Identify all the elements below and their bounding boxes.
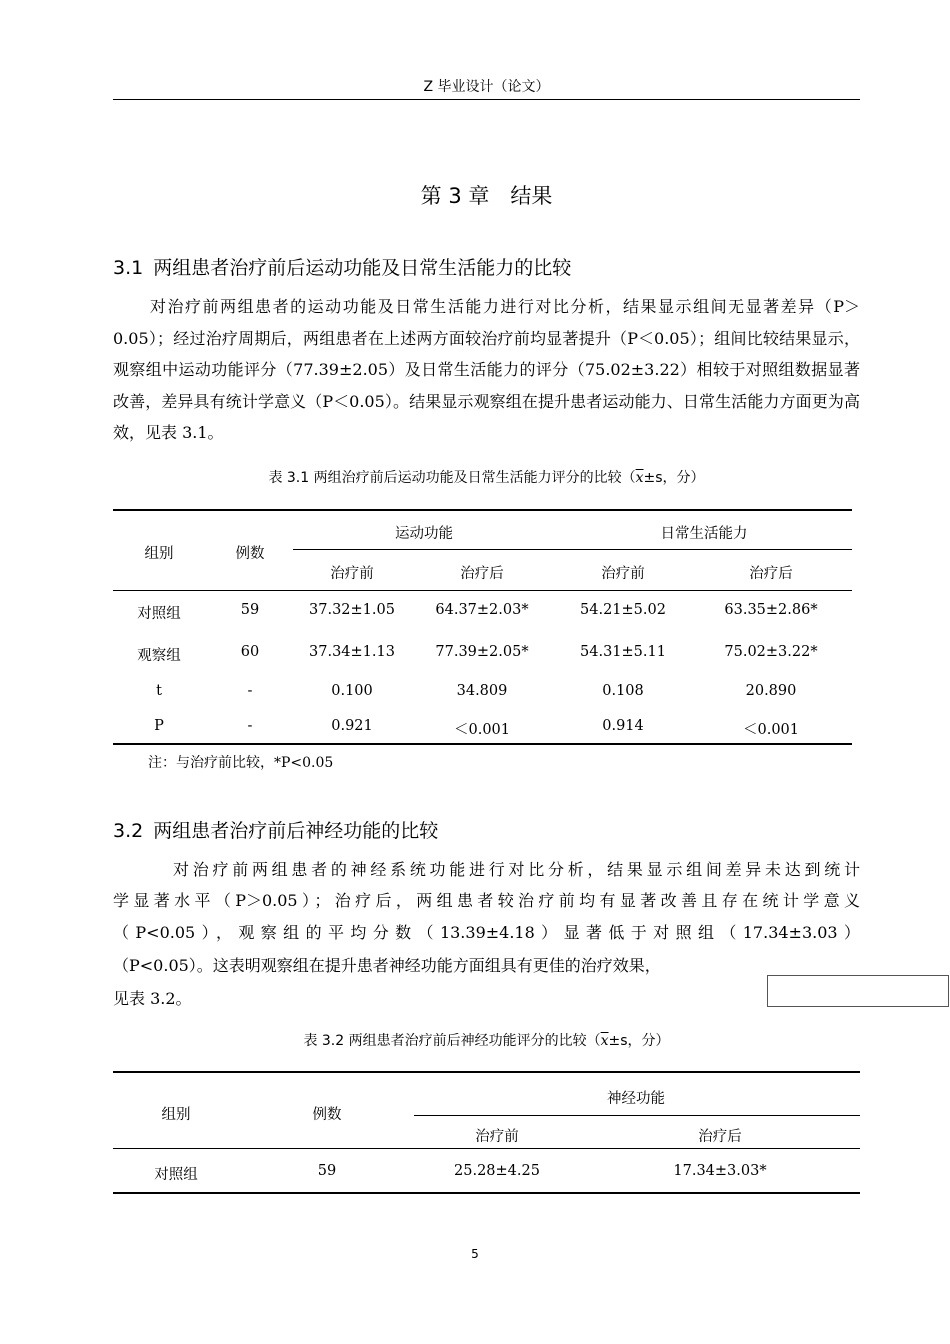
section-2-line-1: 对治疗前两组患者的神经系统功能进行对比分析，结果显示组间差异未达到统计: [173, 860, 860, 879]
table-1-group-rule: [293, 549, 852, 550]
section-number: 3.2: [113, 820, 144, 842]
table-row-cell: 对照组: [137, 606, 181, 622]
table-row-cell: 34.809: [456, 683, 508, 699]
page-number: 5: [471, 1247, 479, 1261]
table-row-cell: 59: [240, 602, 260, 618]
table-2-bottom-rule: [113, 1192, 860, 1194]
table-2-top-rule: [113, 1071, 860, 1073]
section-heading-3-1: [113, 253, 571, 280]
section-2-line-5: 见表 3.2。: [113, 989, 192, 1008]
table-2-header-before: 治疗前: [475, 1129, 519, 1145]
table-row-cell: 60: [240, 644, 260, 660]
table-row-cell: 54.21±5.02: [580, 602, 666, 618]
table-row-cell: 观察组: [137, 648, 181, 664]
table-row-cell: ＜0.001: [742, 722, 800, 738]
section-title: 两组患者治疗前后运动功能及日常生活能力的比较: [153, 257, 572, 279]
table-row-cell: -: [247, 718, 253, 734]
table-row-cell: 对照组: [154, 1167, 198, 1183]
table-2-header-after: 治疗后: [698, 1129, 742, 1145]
caption-suffix: ±s，分）: [643, 470, 705, 486]
caption-prefix: 表 3.2 两组患者治疗前后神经功能评分的比较（: [303, 1033, 601, 1049]
table-1-note: 注：与治疗前比较，*P<0.05: [148, 755, 334, 771]
table-row-cell: 75.02±3.22*: [724, 644, 818, 660]
caption-mean-symbol: $\overline{x}$: [600, 1033, 609, 1049]
section-2-line-2: 学显著水平（P＞0.05）；治疗后，两组患者较治疗前均有显著改善且存在统计学意义: [113, 891, 860, 910]
table-1-header-motor: 运动功能: [395, 526, 453, 542]
table-1-header-group: 组别: [144, 546, 174, 562]
table-row-cell: 25.28±4.25: [454, 1163, 540, 1179]
table-1-header-daily-after: 治疗后: [749, 566, 793, 582]
table-2-header-rule: [113, 1148, 860, 1149]
table-2-group-rule: [414, 1115, 860, 1116]
table-row-cell: P: [154, 718, 164, 734]
section-heading-3-2: [113, 816, 438, 843]
table-2-header-group: 组别: [161, 1107, 191, 1123]
chapter-title: 第 3 章 结果: [420, 184, 553, 208]
table-row-cell: 59: [317, 1163, 337, 1179]
table-row-cell: -: [247, 683, 253, 699]
empty-text-box: [767, 975, 949, 1007]
section-title: 两组患者治疗前后神经功能的比较: [153, 820, 439, 842]
table-row-cell: 0.914: [602, 718, 644, 734]
section-number: 3.1: [113, 257, 144, 279]
table-1-header-motor-after: 治疗后: [460, 566, 504, 582]
table-1-header-rule: [113, 590, 852, 591]
table-1-header-count: 例数: [235, 546, 265, 562]
table-1-top-rule: [113, 509, 852, 511]
table-row-cell: t: [156, 683, 162, 699]
table-2-caption: [113, 1030, 860, 1050]
caption-suffix: ±s，分）: [608, 1033, 670, 1049]
header-rule: [113, 99, 860, 100]
table-1-header-motor-before: 治疗前: [330, 566, 374, 582]
table-row-cell: 0.100: [331, 683, 373, 699]
table-row-cell: 77.39±2.05*: [435, 644, 529, 660]
table-1-caption: [113, 467, 860, 487]
table-row-cell: 20.890: [745, 683, 797, 699]
table-row-cell: 17.34±3.03*: [673, 1163, 767, 1179]
table-2-header-neuro: 神经功能: [607, 1091, 665, 1107]
table-row-cell: 0.921: [331, 718, 373, 734]
section-2-line-4: （P<0.05）。这表明观察组在提升患者神经功能方面组具有更佳的治疗效果，: [113, 956, 661, 975]
table-1-header-daily: 日常生活能力: [660, 526, 748, 542]
table-1-bottom-rule: [113, 743, 852, 745]
table-row-cell: 54.31±5.11: [580, 644, 666, 660]
table-row-cell: 63.35±2.86*: [724, 602, 818, 618]
caption-prefix: 表 3.1 两组治疗前后运动功能及日常生活能力评分的比较（: [268, 470, 636, 486]
section-2-line-3: （P<0.05），观察组的平均分数（13.39±4.18）显著低于对照组（17.34±3.03）: [113, 923, 860, 942]
table-row-cell: 64.37±2.03*: [435, 602, 529, 618]
page-header: Z 毕业设计（论文）: [423, 79, 550, 95]
table-1-header-daily-before: 治疗前: [601, 566, 645, 582]
table-row-cell: ＜0.001: [453, 722, 511, 738]
table-row-cell: 0.108: [602, 683, 644, 699]
caption-mean-symbol: $\overline{x}$: [635, 470, 644, 486]
section-1-paragraph: 对治疗前两组患者的运动功能及日常生活能力进行对比分析，结果显示组间无显著差异（P＞0.05）；经过治疗周期后，两组患者在上述两方面较治疗前均显著提升（P＜0.05）；组间比较结果显示，观察组中运动功能评分（77.39±2.05）及日常生活能力的评分（75.02±3.22）相较于对照组数据显著改善，差异具有统计学意义（P＜0.05）。结果显示观察组在提升患者运动能力、日常生活能力方面更为高效，见表 3.1。: [113, 297, 860, 442]
table-2-header-count: 例数: [312, 1107, 342, 1123]
table-row-cell: 37.34±1.13: [309, 644, 395, 660]
table-row-cell: 37.32±1.05: [309, 602, 395, 618]
